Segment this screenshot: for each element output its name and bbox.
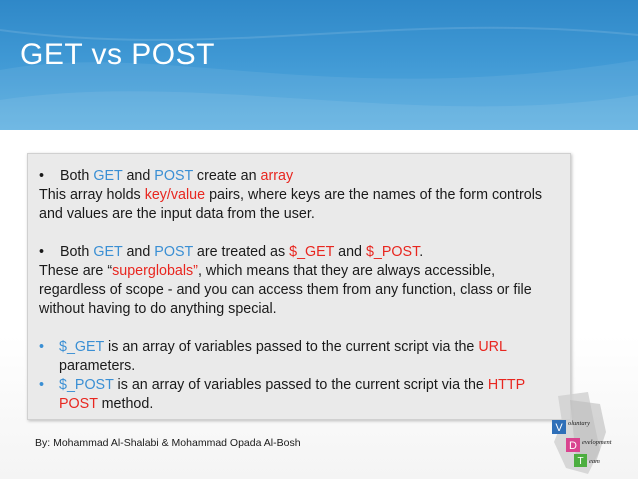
text: , which means that they are always accessible, regardless of scope - and you can access them from any function, class or file without having to do anything special. [39, 263, 532, 317]
content-box [27, 153, 571, 420]
text: and [122, 244, 155, 260]
text: and [334, 244, 366, 260]
bullet-superglobals [39, 243, 562, 262]
logo-letter-v: V [555, 422, 563, 434]
keyword: $_GET [289, 244, 335, 260]
text: parameters. [59, 358, 136, 374]
keyword: $_GET [59, 339, 105, 355]
text: Both [59, 168, 94, 184]
text: pairs, where keys are the names of the form controls and values are the input data from the user. [39, 187, 543, 222]
keyword: key/value [144, 187, 206, 203]
keyword: HTTP POST [59, 377, 525, 412]
bullet-get-array [39, 338, 562, 376]
text: is an array of variables passed to the current script via the [104, 339, 479, 355]
text: Both [59, 244, 94, 260]
logo-word-d: evelopment [582, 439, 612, 446]
paragraph-key-value [39, 186, 562, 224]
logo-letter-d: D [569, 440, 577, 452]
text: method. [97, 396, 154, 412]
keyword: POST [154, 168, 193, 184]
bullet-marker: • [39, 377, 45, 393]
keyword: POST [154, 244, 193, 260]
page-title: GET vs POST [20, 38, 215, 71]
keyword: superglobals” [112, 263, 198, 279]
paragraph-superglobals [39, 262, 562, 319]
keyword: $_POST [365, 244, 420, 260]
text: . [419, 244, 424, 260]
keyword: array [260, 168, 294, 184]
bullet-marker: • [39, 244, 45, 260]
bullet-post-array [39, 376, 562, 414]
footer-credits: By: Mohammad Al-Shalabi & Mohammad Opada Al-Bosh [35, 437, 301, 449]
keyword: GET [93, 244, 123, 260]
bullet-marker: • [39, 168, 45, 184]
text: is an array of variables passed to the current script via the [113, 377, 488, 393]
text: and [122, 168, 155, 184]
keyword: URL [478, 339, 507, 355]
text: are treated as [192, 244, 290, 260]
header-banner [0, 0, 638, 130]
vdt-logo [548, 392, 620, 474]
logo-word-t: eam [589, 458, 600, 465]
text: These are “ [39, 263, 113, 279]
text: This array holds [39, 187, 145, 203]
keyword: $_POST [59, 377, 114, 393]
bullet-get-post-array [39, 167, 562, 186]
text: create an [192, 168, 261, 184]
keyword: GET [93, 168, 123, 184]
logo-letter-t: T [577, 456, 584, 467]
bullet-marker: • [39, 339, 45, 355]
logo-word-v: oluntary [568, 420, 591, 427]
